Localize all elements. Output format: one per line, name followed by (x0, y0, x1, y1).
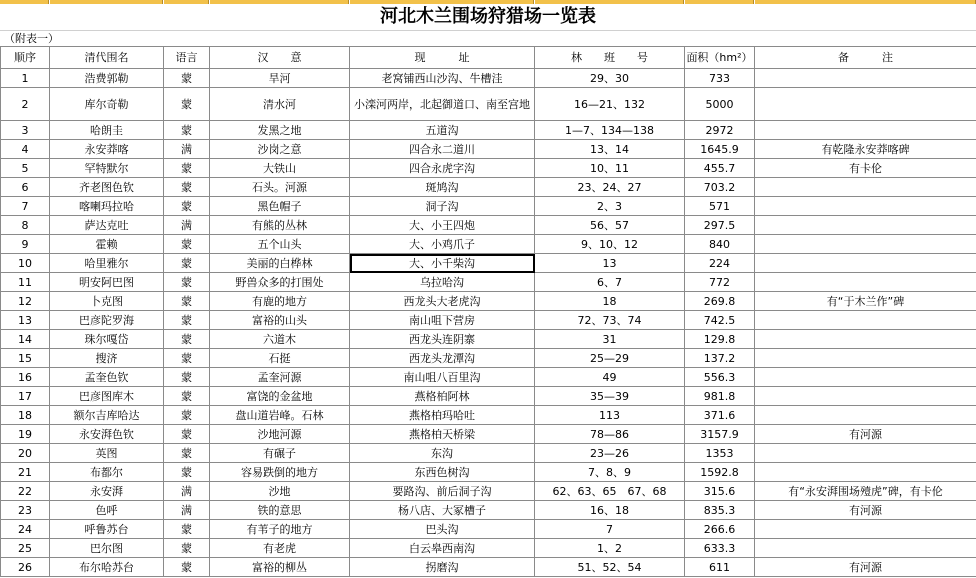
area-cell[interactable]: 772 (685, 273, 755, 292)
forest-compartment-cell[interactable]: 51、52、54 (535, 558, 685, 577)
location-cell[interactable]: 四合永虎字沟 (350, 159, 535, 178)
row-number-cell[interactable]: 13 (1, 311, 50, 330)
remark-cell[interactable] (755, 197, 976, 216)
forest-compartment-cell[interactable]: 13、14 (535, 140, 685, 159)
hunt-name-cell[interactable]: 浩费郭勒 (50, 69, 164, 88)
location-cell[interactable]: 大、小王四炮 (350, 216, 535, 235)
hunt-name-cell[interactable]: 霍赖 (50, 235, 164, 254)
row-number-cell[interactable]: 20 (1, 444, 50, 463)
location-cell[interactable]: 巴头沟 (350, 520, 535, 539)
meaning-cell[interactable]: 石头。河源 (210, 178, 350, 197)
remark-cell[interactable] (755, 121, 976, 140)
row-number-cell[interactable]: 15 (1, 349, 50, 368)
remark-cell[interactable] (755, 463, 976, 482)
area-cell[interactable]: 571 (685, 197, 755, 216)
hunt-name-cell[interactable]: 永安莽喀 (50, 140, 164, 159)
remark-cell[interactable] (755, 216, 976, 235)
row-number-cell[interactable]: 21 (1, 463, 50, 482)
row-number-cell[interactable]: 22 (1, 482, 50, 501)
hunt-name-cell[interactable]: 巴尔图 (50, 539, 164, 558)
row-number-cell[interactable]: 26 (1, 558, 50, 577)
forest-compartment-cell[interactable]: 10、11 (535, 159, 685, 178)
table-row (1, 558, 976, 577)
remark-cell[interactable]: 有“于木兰作”碑 (755, 292, 976, 311)
table-row (1, 368, 976, 387)
hunt-name-cell[interactable]: 哈里雅尔 (50, 254, 164, 273)
location-cell[interactable]: 东西色树沟 (350, 463, 535, 482)
table-row (1, 444, 976, 463)
area-cell[interactable]: 733 (685, 69, 755, 88)
language-cell[interactable]: 蒙 (164, 159, 210, 178)
row-number-cell[interactable]: 3 (1, 121, 50, 140)
hunt-name-cell[interactable]: 库尔奇勒 (50, 88, 164, 121)
row-number-cell[interactable]: 7 (1, 197, 50, 216)
remark-cell[interactable]: 有河源 (755, 558, 976, 577)
header-cell: 清代围名 (50, 47, 164, 69)
forest-compartment-cell[interactable]: 113 (535, 406, 685, 425)
language-cell[interactable]: 蒙 (164, 254, 210, 273)
language-cell[interactable]: 蒙 (164, 406, 210, 425)
meaning-cell[interactable]: 有苇子的地方 (210, 520, 350, 539)
area-cell[interactable]: 633.3 (685, 539, 755, 558)
meaning-cell[interactable]: 铁的意思 (210, 501, 350, 520)
location-cell[interactable]: 西龙头龙潭沟 (350, 349, 535, 368)
forest-compartment-cell[interactable]: 16、18 (535, 501, 685, 520)
meaning-cell[interactable]: 清水河 (210, 88, 350, 121)
forest-compartment-cell[interactable]: 31 (535, 330, 685, 349)
remark-cell[interactable] (755, 254, 976, 273)
area-cell[interactable]: 1645.9 (685, 140, 755, 159)
area-cell[interactable]: 3157.9 (685, 425, 755, 444)
remark-cell[interactable] (755, 520, 976, 539)
remark-cell[interactable] (755, 349, 976, 368)
table-row (1, 539, 976, 558)
meaning-cell[interactable]: 富饶的金盆地 (210, 387, 350, 406)
language-cell[interactable]: 蒙 (164, 292, 210, 311)
forest-compartment-cell[interactable]: 56、57 (535, 216, 685, 235)
hunt-name-cell[interactable]: 额尔吉库哈达 (50, 406, 164, 425)
table-row (1, 197, 976, 216)
area-cell[interactable]: 1353 (685, 444, 755, 463)
area-cell[interactable]: 835.3 (685, 501, 755, 520)
location-cell[interactable]: 乌拉哈沟 (350, 273, 535, 292)
forest-compartment-cell[interactable]: 16—21、132 (535, 88, 685, 121)
row-number-cell[interactable]: 25 (1, 539, 50, 558)
area-cell[interactable]: 611 (685, 558, 755, 577)
language-cell[interactable]: 蒙 (164, 311, 210, 330)
remark-cell[interactable]: 有“永安湃围场殪虎”碑，有卡伦 (755, 482, 976, 501)
hunt-name-cell[interactable]: 布尔哈苏台 (50, 558, 164, 577)
hunt-name-cell[interactable]: 珠尔嘎岱 (50, 330, 164, 349)
header-cell: 语言 (164, 47, 210, 69)
page-title: 河北木兰围场狩猎场一览表 (0, 4, 976, 31)
table-row (1, 406, 976, 425)
location-cell[interactable]: 西龙头连阴寨 (350, 330, 535, 349)
row-number-cell[interactable]: 8 (1, 216, 50, 235)
header-cell: 林 班 号 (535, 47, 685, 69)
row-number-cell[interactable]: 11 (1, 273, 50, 292)
location-cell[interactable]: 杨八店、大冢槽子 (350, 501, 535, 520)
area-cell[interactable]: 703.2 (685, 178, 755, 197)
remark-cell[interactable] (755, 539, 976, 558)
table-row (1, 387, 976, 406)
remark-cell[interactable] (755, 311, 976, 330)
hunt-name-cell[interactable]: 布都尔 (50, 463, 164, 482)
forest-compartment-cell[interactable]: 78—86 (535, 425, 685, 444)
appendix-note: （附表一） (4, 32, 59, 45)
meaning-cell[interactable]: 富裕的柳丛 (210, 558, 350, 577)
table-row (1, 159, 976, 178)
row-number-cell[interactable]: 12 (1, 292, 50, 311)
language-cell[interactable]: 蒙 (164, 558, 210, 577)
forest-compartment-cell[interactable]: 2、3 (535, 197, 685, 216)
hunt-name-cell[interactable]: 巴彦图库木 (50, 387, 164, 406)
remark-cell[interactable]: 有卡伦 (755, 159, 976, 178)
header-cell: 顺序 (1, 47, 50, 69)
header-cell: 现 址 (350, 47, 535, 69)
remark-cell[interactable] (755, 406, 976, 425)
remark-cell[interactable] (755, 444, 976, 463)
forest-compartment-cell[interactable]: 6、7 (535, 273, 685, 292)
hunt-name-cell[interactable]: 萨达克吐 (50, 216, 164, 235)
area-cell[interactable]: 556.3 (685, 368, 755, 387)
meaning-cell[interactable]: 发黑之地 (210, 121, 350, 140)
remark-cell[interactable] (755, 368, 976, 387)
table-row (1, 482, 976, 501)
forest-compartment-cell[interactable]: 23、24、27 (535, 178, 685, 197)
table-row (1, 273, 976, 292)
forest-compartment-cell[interactable]: 62、63、65 67、68 (535, 482, 685, 501)
location-cell[interactable]: 洞子沟 (350, 197, 535, 216)
language-cell[interactable]: 蒙 (164, 178, 210, 197)
hunt-name-cell[interactable]: 哈朗圭 (50, 121, 164, 140)
meaning-cell[interactable]: 有熊的丛林 (210, 216, 350, 235)
area-cell[interactable]: 455.7 (685, 159, 755, 178)
hunt-name-cell[interactable]: 卜克图 (50, 292, 164, 311)
forest-compartment-cell[interactable]: 18 (535, 292, 685, 311)
location-cell[interactable]: 老窝铺西山沙沟、牛槽洼 (350, 69, 535, 88)
meaning-cell[interactable]: 五个山头 (210, 235, 350, 254)
table-header-row (1, 47, 976, 69)
language-cell[interactable]: 蒙 (164, 88, 210, 121)
meaning-cell[interactable]: 沙岗之意 (210, 140, 350, 159)
meaning-cell[interactable]: 旱河 (210, 69, 350, 88)
hunt-name-cell[interactable]: 色呼 (50, 501, 164, 520)
row-number-cell[interactable]: 23 (1, 501, 50, 520)
forest-compartment-cell[interactable]: 23—26 (535, 444, 685, 463)
hunt-name-cell[interactable]: 罕特默尔 (50, 159, 164, 178)
area-cell[interactable]: 1592.8 (685, 463, 755, 482)
forest-compartment-cell[interactable]: 49 (535, 368, 685, 387)
location-cell[interactable]: 大、小千柴沟 (350, 254, 535, 273)
remark-cell[interactable] (755, 273, 976, 292)
table-row (1, 216, 976, 235)
table-row (1, 121, 976, 140)
area-cell[interactable]: 371.6 (685, 406, 755, 425)
language-cell[interactable]: 蒙 (164, 197, 210, 216)
area-cell[interactable]: 297.5 (685, 216, 755, 235)
hunt-name-cell[interactable]: 永安湃 (50, 482, 164, 501)
row-number-cell[interactable]: 5 (1, 159, 50, 178)
area-cell[interactable]: 315.6 (685, 482, 755, 501)
row-number-cell[interactable]: 16 (1, 368, 50, 387)
area-cell[interactable]: 981.8 (685, 387, 755, 406)
hunt-name-cell[interactable]: 永安湃色钦 (50, 425, 164, 444)
table-row (1, 235, 976, 254)
table-row (1, 69, 976, 88)
table-row (1, 88, 976, 121)
forest-compartment-cell[interactable]: 7 (535, 520, 685, 539)
hunt-name-cell[interactable]: 搜济 (50, 349, 164, 368)
remark-cell[interactable] (755, 235, 976, 254)
row-number-cell[interactable]: 10 (1, 254, 50, 273)
area-cell[interactable]: 224 (685, 254, 755, 273)
hunt-name-cell[interactable]: 喀喇玛拉哈 (50, 197, 164, 216)
table-row (1, 349, 976, 368)
row-number-cell[interactable]: 1 (1, 69, 50, 88)
meaning-cell[interactable]: 容易跌倒的地方 (210, 463, 350, 482)
remark-cell[interactable] (755, 178, 976, 197)
language-cell[interactable]: 满 (164, 216, 210, 235)
meaning-cell[interactable]: 孟奎河源 (210, 368, 350, 387)
location-cell[interactable]: 五道沟 (350, 121, 535, 140)
row-number-cell[interactable]: 14 (1, 330, 50, 349)
meaning-cell[interactable]: 野兽众多的打围处 (210, 273, 350, 292)
forest-compartment-cell[interactable]: 29、30 (535, 69, 685, 88)
row-number-cell[interactable]: 6 (1, 178, 50, 197)
table-row (1, 254, 976, 273)
location-cell[interactable]: 拐磨沟 (350, 558, 535, 577)
area-cell[interactable]: 5000 (685, 88, 755, 121)
forest-compartment-cell[interactable]: 25—29 (535, 349, 685, 368)
forest-compartment-cell[interactable]: 9、10、12 (535, 235, 685, 254)
table-row (1, 311, 976, 330)
forest-compartment-cell[interactable]: 72、73、74 (535, 311, 685, 330)
table-row (1, 520, 976, 539)
remark-cell[interactable] (755, 330, 976, 349)
header-cell: 汉 意 (210, 47, 350, 69)
location-cell[interactable]: 要路沟、前后洞子沟 (350, 482, 535, 501)
meaning-cell[interactable]: 盘山道岩峰。石林 (210, 406, 350, 425)
location-cell[interactable]: 西龙头大老虎沟 (350, 292, 535, 311)
language-cell[interactable]: 蒙 (164, 463, 210, 482)
row-number-cell[interactable]: 17 (1, 387, 50, 406)
language-cell[interactable]: 蒙 (164, 539, 210, 558)
location-cell[interactable]: 小滦河两岸，北起御道口、南至宫地 (350, 88, 535, 121)
language-cell[interactable]: 蒙 (164, 121, 210, 140)
remark-cell[interactable]: 有河源 (755, 501, 976, 520)
language-cell[interactable]: 蒙 (164, 273, 210, 292)
row-number-cell[interactable]: 24 (1, 520, 50, 539)
remark-cell[interactable]: 有河源 (755, 425, 976, 444)
remark-cell[interactable] (755, 387, 976, 406)
hunt-name-cell[interactable]: 呼鲁苏台 (50, 520, 164, 539)
hunt-name-cell[interactable]: 孟奎色钦 (50, 368, 164, 387)
hunting-ground-table (0, 46, 976, 577)
hunt-name-cell[interactable]: 巴彦陀罗海 (50, 311, 164, 330)
hunt-name-cell[interactable]: 明安阿巴图 (50, 273, 164, 292)
location-cell[interactable]: 大、小鸡爪子 (350, 235, 535, 254)
forest-compartment-cell[interactable]: 35—39 (535, 387, 685, 406)
language-cell[interactable]: 蒙 (164, 330, 210, 349)
meaning-cell[interactable]: 沙地 (210, 482, 350, 501)
location-cell[interactable]: 南山咀八百里沟 (350, 368, 535, 387)
language-cell[interactable]: 满 (164, 482, 210, 501)
row-number-cell[interactable]: 18 (1, 406, 50, 425)
language-cell[interactable]: 蒙 (164, 235, 210, 254)
language-cell[interactable]: 蒙 (164, 444, 210, 463)
table-row (1, 330, 976, 349)
language-cell[interactable]: 满 (164, 501, 210, 520)
language-cell[interactable]: 蒙 (164, 349, 210, 368)
remark-cell[interactable]: 有乾隆永安莽喀碑 (755, 140, 976, 159)
forest-compartment-cell[interactable]: 13 (535, 254, 685, 273)
header-cell: 备 注 (755, 47, 976, 69)
language-cell[interactable]: 蒙 (164, 520, 210, 539)
hunt-name-cell[interactable]: 英图 (50, 444, 164, 463)
location-cell[interactable]: 斑鸠沟 (350, 178, 535, 197)
remark-cell[interactable] (755, 88, 976, 121)
area-cell[interactable]: 137.2 (685, 349, 755, 368)
language-cell[interactable]: 蒙 (164, 425, 210, 444)
language-cell[interactable]: 蒙 (164, 387, 210, 406)
location-cell[interactable]: 南山咀下营房 (350, 311, 535, 330)
meaning-cell[interactable]: 大铁山 (210, 159, 350, 178)
area-cell[interactable]: 266.6 (685, 520, 755, 539)
row-number-cell[interactable]: 9 (1, 235, 50, 254)
meaning-cell[interactable]: 石挺 (210, 349, 350, 368)
remark-cell[interactable] (755, 69, 976, 88)
meaning-cell[interactable]: 黑色帽子 (210, 197, 350, 216)
hunt-name-cell[interactable]: 齐老图色钦 (50, 178, 164, 197)
language-cell[interactable]: 满 (164, 140, 210, 159)
meaning-cell[interactable]: 有老虎 (210, 539, 350, 558)
area-cell[interactable]: 2972 (685, 121, 755, 140)
area-cell[interactable]: 840 (685, 235, 755, 254)
meaning-cell[interactable]: 有鹿的地方 (210, 292, 350, 311)
header-cell: 面积（hm²） (685, 47, 755, 69)
location-cell[interactable]: 东沟 (350, 444, 535, 463)
area-cell[interactable]: 742.5 (685, 311, 755, 330)
table-row (1, 140, 976, 159)
forest-compartment-cell[interactable]: 1、2 (535, 539, 685, 558)
area-cell[interactable]: 129.8 (685, 330, 755, 349)
meaning-cell[interactable]: 六道木 (210, 330, 350, 349)
location-cell[interactable]: 四合永二道川 (350, 140, 535, 159)
table-row (1, 501, 976, 520)
row-number-cell[interactable]: 2 (1, 88, 50, 121)
row-number-cell[interactable]: 4 (1, 140, 50, 159)
table-row (1, 178, 976, 197)
table-row (1, 292, 976, 311)
language-cell[interactable]: 蒙 (164, 368, 210, 387)
row-number-cell[interactable]: 19 (1, 425, 50, 444)
meaning-cell[interactable]: 有碾子 (210, 444, 350, 463)
location-cell[interactable]: 白云皋西南沟 (350, 539, 535, 558)
location-cell[interactable]: 燕格柏天桥梁 (350, 425, 535, 444)
table-row (1, 425, 976, 444)
meaning-cell[interactable]: 富裕的山头 (210, 311, 350, 330)
location-cell[interactable]: 燕格柏阿林 (350, 387, 535, 406)
language-cell[interactable]: 蒙 (164, 69, 210, 88)
forest-compartment-cell[interactable]: 1—7、134—138 (535, 121, 685, 140)
area-cell[interactable]: 269.8 (685, 292, 755, 311)
table-row (1, 463, 976, 482)
meaning-cell[interactable]: 美丽的白桦林 (210, 254, 350, 273)
forest-compartment-cell[interactable]: 7、8、9 (535, 463, 685, 482)
location-cell[interactable]: 燕格柏玛哈吐 (350, 406, 535, 425)
meaning-cell[interactable]: 沙地河源 (210, 425, 350, 444)
